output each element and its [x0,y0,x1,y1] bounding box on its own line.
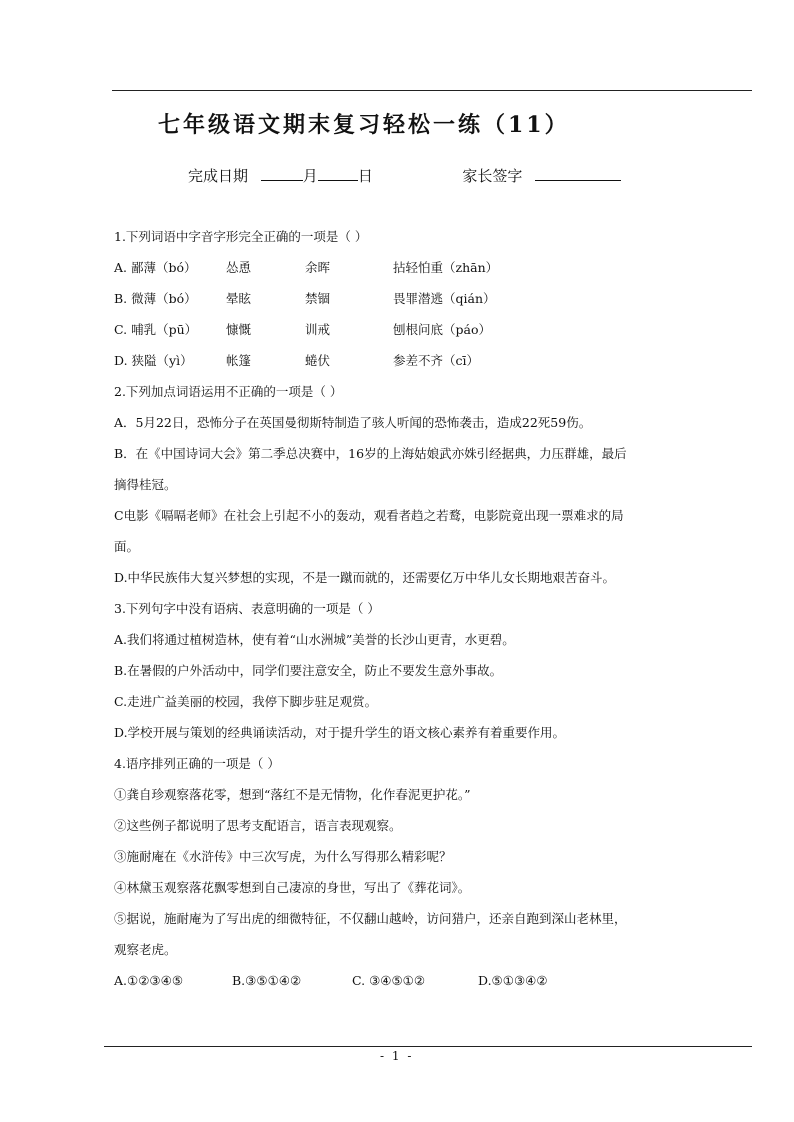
option-word-2: 帐篷 [226,353,252,368]
answer-choices [114,965,694,996]
option-row-b [114,283,694,314]
option-word-2: 晕眩 [226,291,252,306]
signature-blank[interactable] [535,166,621,181]
question-2 [114,376,694,593]
option-word-4: 参差不齐（cī） [393,353,479,368]
option-row-d [114,345,694,376]
question-stem: 1.下列词语中字音字形完全正确的一项是（ ） [114,229,368,244]
option-c-cont: 面。 [114,539,140,554]
option-word-4: 拈轻怕重（zhān） [393,260,499,275]
option-word-1: B. 微薄（bó） [114,291,197,306]
option-word-1: C. 哺乳（pū） [114,322,198,337]
question-stem: 4.语序排列正确的一项是（ ） [114,756,280,771]
date-label: 完成日期 [188,167,249,185]
option-a: A．5月22日，恐怖分子在英国曼彻斯特制造了骇人听闻的恐怖袭击，造成22死59伤。 [114,415,592,430]
question-1 [114,221,694,376]
footer-rule [104,1046,752,1047]
page-number: - 1 - [380,1049,414,1063]
option-d: D.学校开展与策划的经典诵读活动，对于提升学生的语文核心素养有着重要作用。 [114,725,566,740]
question-3 [114,593,694,748]
sentence-2: ②这些例子都说明了思考支配语言，语言表现观察。 [114,818,402,833]
day-label: 日 [357,167,373,185]
sentence-1: ①龚自珍观察落花零，想到“落红不是无情物，化作春泥更护花。” [114,787,471,802]
completion-info [188,165,621,186]
option-word-3: 余晖 [305,260,331,275]
question-stem: 3.下列句字中没有语病、表意明确的一项是（ ） [114,601,380,616]
option-d: D.中华民族伟大复兴梦想的实现，不是一蹴而就的，还需要亿万中华儿女长期地艰苦奋斗。 [114,570,616,585]
option-word-4: 畏罪潜逃（qián） [393,291,496,306]
option-row-c [114,314,694,345]
question-stem: 2.下列加点词语运用不正确的一项是（ ） [114,384,343,399]
choice-d: D.⑤①③④② [478,973,548,988]
option-b: B．在《中国诗词大会》第二季总决赛中，16岁的上海姑娘武亦姝引经据典，力压群雄，最后 [114,446,627,461]
month-blank[interactable] [261,166,303,181]
option-c: C.走进广益美丽的校园，我停下脚步驻足观赏。 [114,694,378,709]
day-blank[interactable] [318,166,358,181]
option-b-cont: 摘得桂冠。 [114,477,177,492]
option-word-3: 蜷伏 [305,353,331,368]
choice-b: B.③⑤①④② [232,973,302,988]
question-4 [114,748,694,996]
option-a: A.我们将通过植树造林，使有着“山水洲城”美誉的长沙山更青，水更碧。 [114,632,515,647]
option-b: B.在暑假的户外活动中，同学们要注意安全，防止不要发生意外事故。 [114,663,503,678]
header-rule [112,90,752,91]
option-word-3: 禁锢 [305,291,331,306]
choice-c: C. ③④⑤①② [352,973,426,988]
option-word-1: D. 狭隘（yì） [114,353,193,368]
option-word-4: 刨根问底（páo） [393,322,491,337]
sentence-4: ④林黛玉观察落花飘零想到自己凄凉的身世，写出了《葬花词》。 [114,880,471,895]
month-label: 月 [302,167,318,185]
option-word-3: 训戒 [305,322,331,337]
option-word-1: A. 鄙薄（bó） [114,260,197,275]
page-title: 七年级语文期末复习轻松一练（11） [158,112,570,138]
option-row-a [114,252,694,283]
sentence-5-cont: 观察老虎。 [114,942,177,957]
sentence-5: ⑤据说，施耐庵为了写出虎的细微特征，不仅翻山越岭，访问猎户，还亲自跑到深山老林里， [114,911,627,926]
signature-label: 家长签字 [462,167,523,185]
question-body [114,221,694,996]
option-c: C电影《嗝嗝老师》在社会上引起不小的轰动，观看者趋之若鹜，电影院竟出现一票难求的局 [114,508,624,523]
option-word-2: 慷慨 [226,322,252,337]
choice-a: A.①②③④⑤ [114,973,184,988]
option-word-2: 怂恿 [226,260,252,275]
sentence-3: ③施耐庵在《水浒传》中三次写虎，为什么写得那么精彩呢？ [114,849,452,864]
